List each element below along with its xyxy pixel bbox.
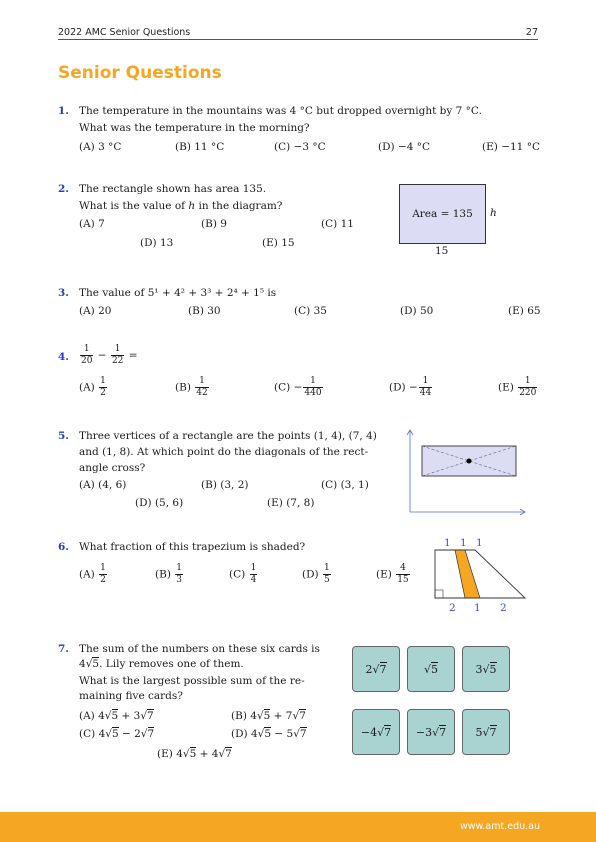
- option-d: (D) (5, 6): [135, 497, 184, 509]
- question-text: angle cross?: [79, 462, 146, 474]
- option-a: (A) $\frac{1}{2}$: [79, 376, 106, 398]
- fraction: $\frac{1}{20}$: [81, 344, 93, 366]
- option-d: (D) 13: [140, 237, 174, 249]
- option-a: (A) 7: [79, 218, 105, 230]
- question-text: The value of 5¹ + 4² + 3³ + 2⁴ + 1⁵ is: [79, 287, 277, 299]
- question-number: 4.: [58, 351, 69, 363]
- header-title: 2022 AMC Senior Questions: [58, 27, 191, 38]
- option-b: (B) 11 °C: [175, 141, 225, 153]
- question-text: What fraction of this trapezium is shaded?: [79, 541, 306, 553]
- top-label: 1: [476, 537, 483, 549]
- question-text: maining five cards?: [79, 690, 183, 702]
- side-label-h: h: [490, 207, 497, 219]
- option-e: (E) (7, 8): [267, 497, 315, 509]
- option-c: (C) (3, 1): [321, 479, 369, 491]
- page-number: 27: [525, 27, 538, 38]
- option-c: (C) −3 °C: [274, 141, 326, 153]
- option-e: (E) 65: [508, 305, 541, 317]
- number-card: 5 √ 7: [462, 709, 510, 755]
- bottom-label: 1: [474, 602, 481, 614]
- bottom-label: 2: [500, 602, 507, 614]
- option-d: (D) 50: [400, 305, 434, 317]
- coordinate-diagram: [400, 428, 530, 516]
- intersection-point: [467, 459, 472, 464]
- option-b: (B) $\frac{1}{3}$: [155, 563, 182, 585]
- footer-url[interactable]: www.amt.edu.au: [459, 821, 540, 832]
- top-label: 1: [444, 537, 451, 549]
- number-card: √ 5: [407, 646, 455, 692]
- question-text: What was the temperature in the morning?: [79, 122, 310, 134]
- page-header: [58, 27, 538, 40]
- option-b: (B) (3, 2): [201, 479, 249, 491]
- option-c: (C) $\frac{1}{4}$: [229, 563, 257, 585]
- option-d: (D) $\frac{1}{5}$: [302, 563, 330, 585]
- question-text: 4√5. Lily removes one of them.: [79, 658, 244, 670]
- fraction: $\frac{1}{22}$: [111, 344, 124, 366]
- question-text: The temperature in the mountains was 4 °C but dropped overnight by 7 °C.: [79, 105, 482, 117]
- question-number: 7.: [58, 643, 69, 655]
- option-e: (E) −11 °C: [482, 141, 540, 153]
- question-text: Three vertices of a rectangle are the points (1, 4), (7, 4): [79, 430, 377, 442]
- question-number: 6.: [58, 541, 69, 553]
- question-text: The sum of the numbers on these six cards is: [79, 643, 320, 655]
- option-b: (B) 9: [201, 218, 227, 230]
- area-rectangle: [399, 184, 486, 244]
- question-number: 1.: [58, 105, 69, 117]
- question-text: The rectangle shown has area 135.: [79, 183, 267, 195]
- option-c: (C) 35: [294, 305, 327, 317]
- option-d: (D) −4 °C: [378, 141, 431, 153]
- number-card: 2 √ 7: [352, 646, 400, 692]
- option-d: (D) 4√5 − 5√7: [231, 728, 307, 740]
- top-label: 1: [460, 537, 467, 549]
- area-label: Area = 135: [412, 208, 473, 220]
- number-card: −4 √ 7: [352, 709, 400, 755]
- number-card: −3 √ 7: [407, 709, 455, 755]
- option-d: (D) − $\frac{1}{44}$: [389, 376, 432, 398]
- question-number: 2.: [58, 183, 69, 195]
- number-card: 3 √ 5: [462, 646, 510, 692]
- question-number: 3.: [58, 287, 69, 299]
- option-a: (A) 20: [79, 305, 112, 317]
- question-text: What is the value of h in the diagram?: [79, 200, 283, 212]
- option-e: (E) $\frac{4}{15}$: [376, 563, 409, 585]
- option-e: (E) 4√5 + 4√7: [157, 748, 232, 760]
- page-title: Senior Questions: [58, 63, 222, 83]
- shaded-region: [455, 550, 480, 598]
- trapezium-diagram: [430, 535, 530, 615]
- question-text: What is the largest possible sum of the re-: [79, 675, 305, 687]
- option-c: (C) − $\frac{1}{440}$: [274, 376, 322, 398]
- option-b: (B) $\frac{1}{42}$: [175, 376, 208, 398]
- option-b: (B) 4√5 + 7√7: [231, 710, 306, 722]
- bottom-label: 2: [449, 602, 456, 614]
- side-label-15: 15: [435, 245, 449, 257]
- option-c: (C) 4√5 − 2√7: [79, 728, 155, 740]
- option-c: (C) 11: [321, 218, 354, 230]
- option-a: (A) $\frac{1}{2}$: [79, 563, 106, 585]
- option-a: (A) 4√5 + 3√7: [79, 710, 154, 722]
- page-footer: [0, 812, 596, 842]
- question-expression: $\frac{1}{20}$ − $\frac{1}{22}$ =: [81, 344, 138, 366]
- option-e: (E) $\frac{1}{220}$: [498, 376, 537, 398]
- option-e: (E) 15: [262, 237, 295, 249]
- option-b: (B) 30: [188, 305, 221, 317]
- question-number: 5.: [58, 430, 69, 442]
- question-text: and (1, 8). At which point do the diagonals of the rect-: [79, 446, 369, 458]
- option-a: (A) 3 °C: [79, 141, 122, 153]
- option-a: (A) (4, 6): [79, 479, 127, 491]
